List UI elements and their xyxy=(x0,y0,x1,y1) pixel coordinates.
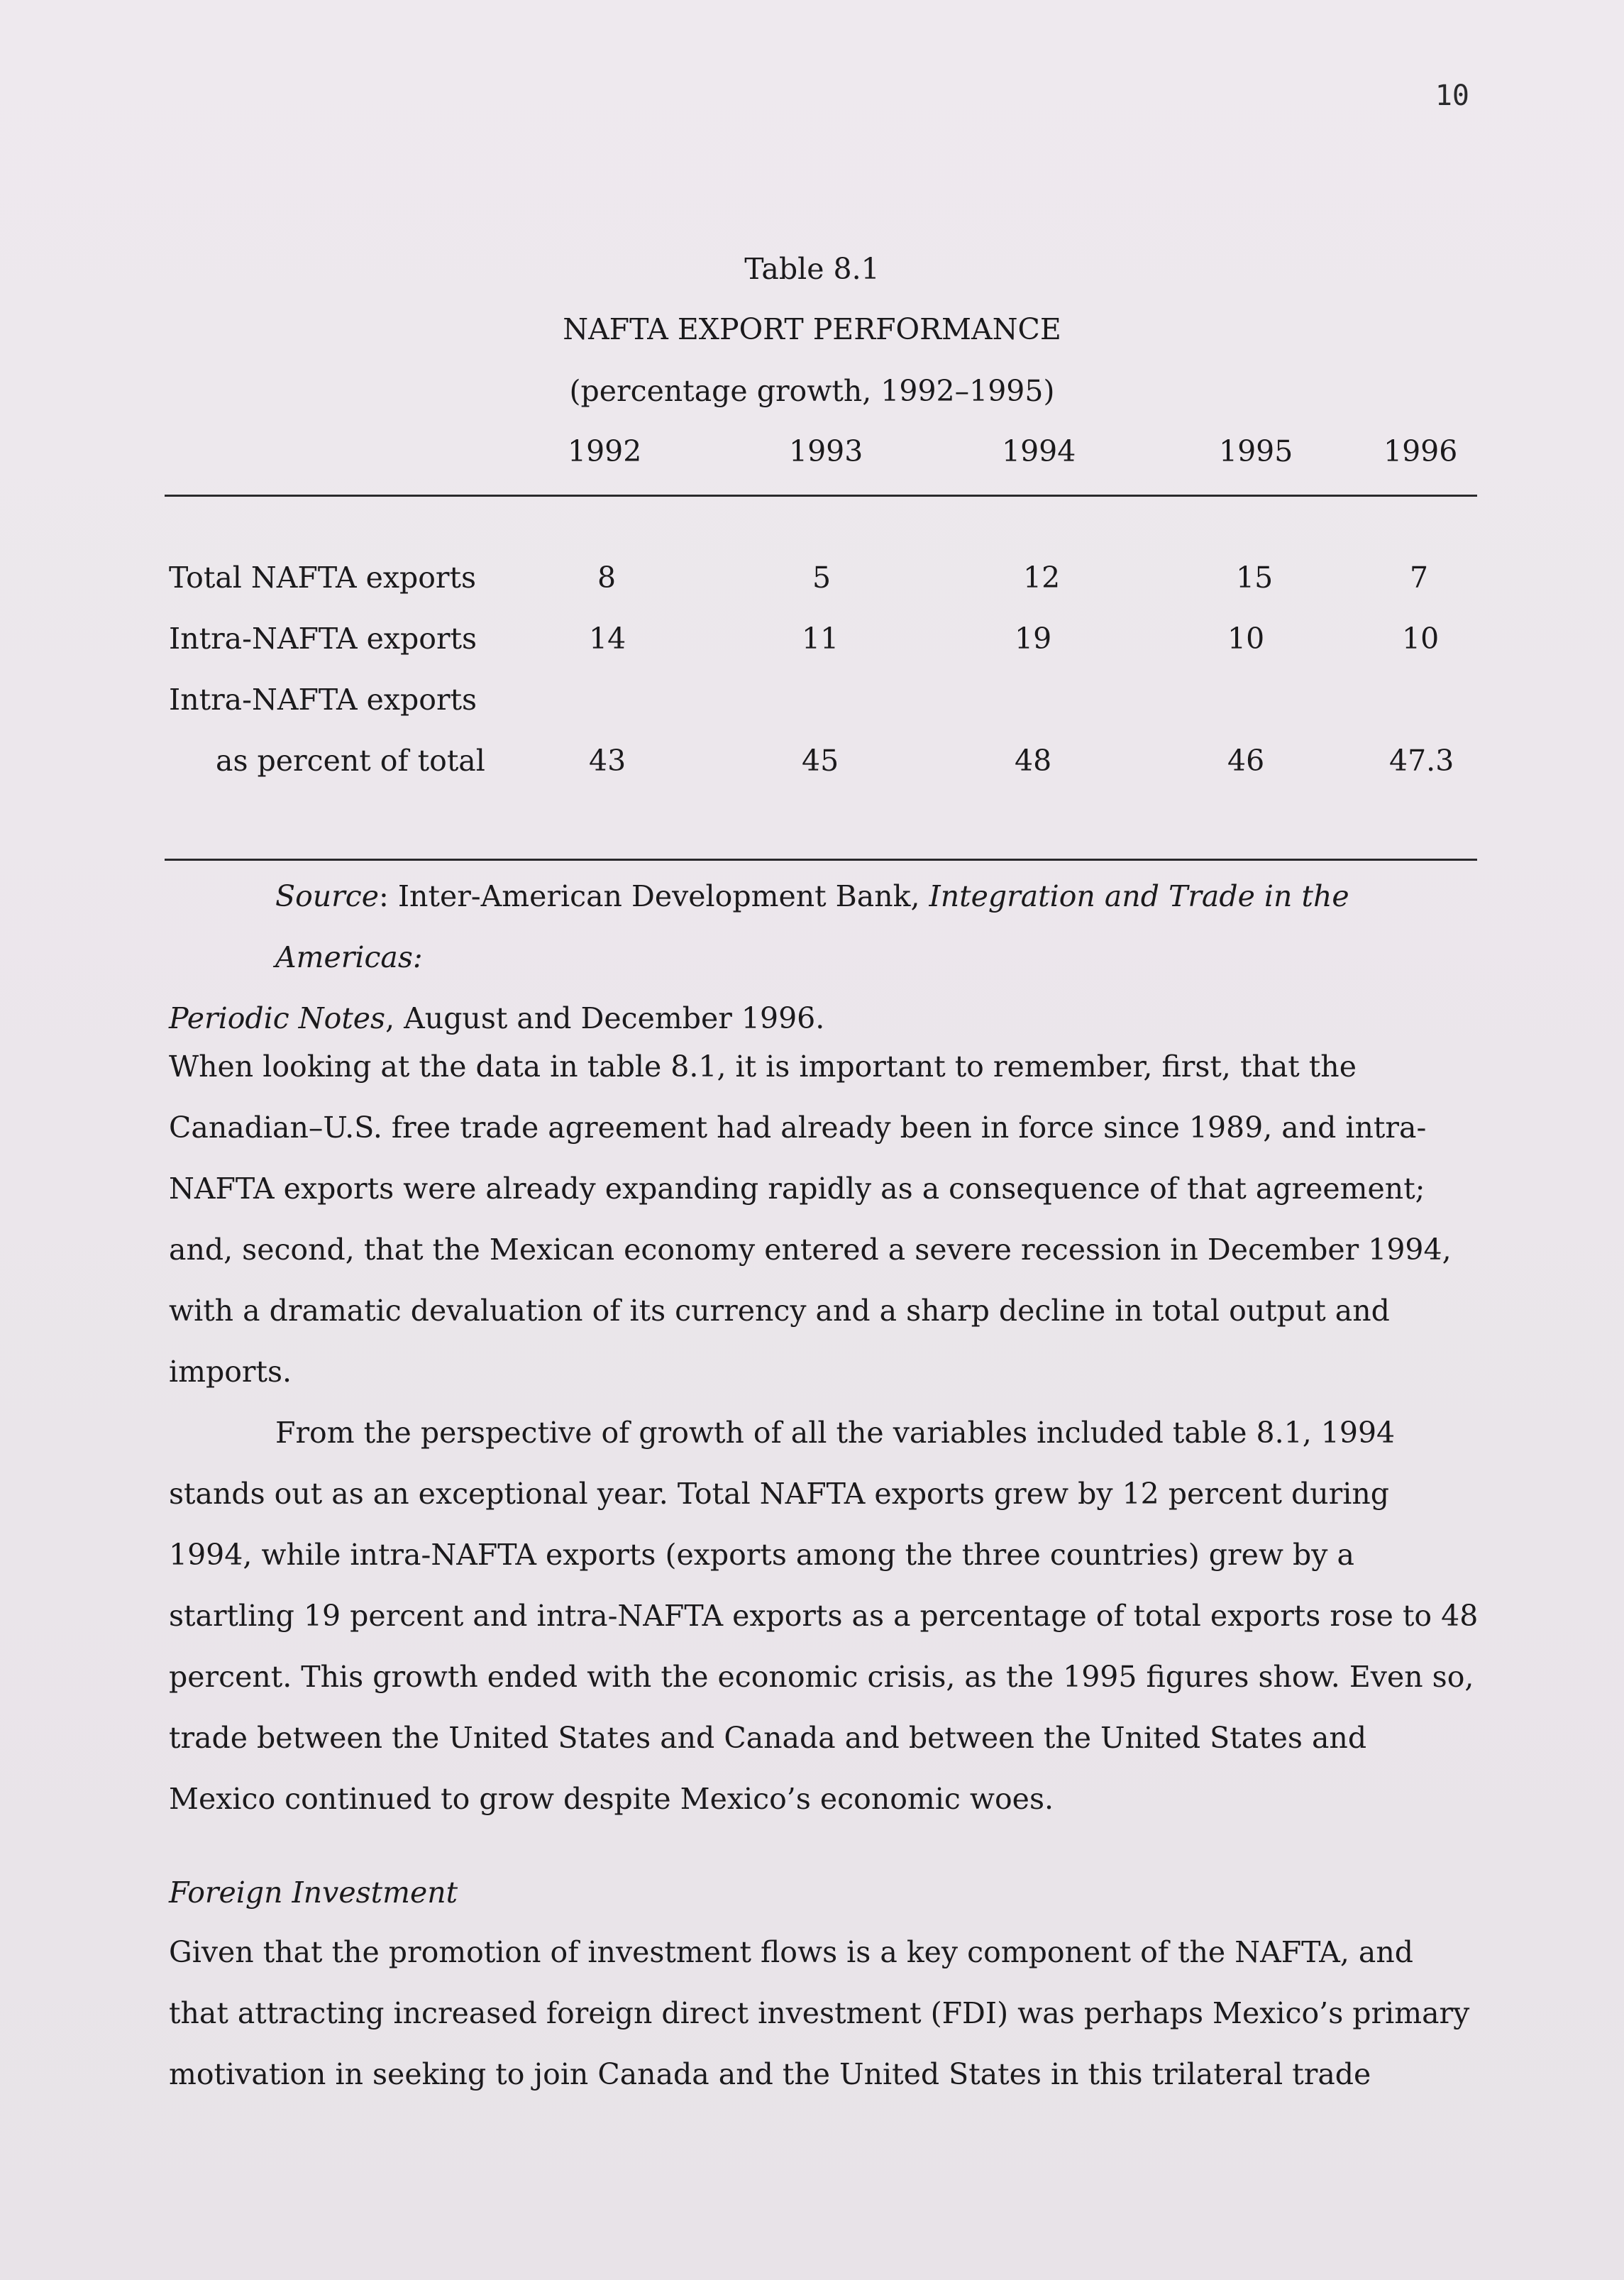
year-header: 1995 xyxy=(1219,434,1293,468)
table-cell: 43 xyxy=(589,744,626,778)
paragraph-3: Given that the promotion of investment flows is a key component of the NAFTA, and that attracting increased foreign direct investment (FDI) was perhaps Mexico’s primary motivation in seeking to join Canada and the United States in this trilateral trade xyxy=(169,1935,1470,2091)
table-subtitle: (percentage growth, 1992–1995) xyxy=(569,374,1055,408)
body-paragraph xyxy=(169,1036,1481,1829)
table-cell: 15 xyxy=(1236,561,1274,595)
section-heading: Foreign Investment xyxy=(169,1876,458,1910)
table-title: NAFTA EXPORT PERFORMANCE xyxy=(563,312,1061,346)
table-cell: 7 xyxy=(1410,561,1429,595)
source-dates: , August and December 1996. xyxy=(385,1001,825,1035)
body-paragraph xyxy=(169,1922,1481,2105)
paragraph-1: When looking at the data in table 8.1, it is important to remember, first, that the Canadian–U.S. free trade agreement had already been in force since 1989, and intra-NAFTA exports were already expanding rapidly as a consequence of that agreement; and, second, that the Mexican economy entered a severe recession in December 1994, with a dramatic devaluation of its currency and a sharp decline in total output and imports. xyxy=(169,1050,1452,1389)
row-label: Intra-NAFTA exports xyxy=(169,683,477,717)
row-label: Intra-NAFTA exports xyxy=(169,622,477,656)
source-publication-cont: Periodic Notes xyxy=(169,1001,386,1035)
row-label: as percent of total xyxy=(216,744,485,778)
table-source-note xyxy=(169,866,1481,1049)
table-cell: 10 xyxy=(1227,622,1265,656)
table-cell: 12 xyxy=(1023,561,1061,595)
table-cell: 8 xyxy=(597,561,617,595)
table-cell: 48 xyxy=(1015,744,1052,778)
table-cell: 11 xyxy=(802,622,839,656)
year-header: 1992 xyxy=(568,434,642,468)
source-publication: Integration and Trade in the Americas: xyxy=(275,879,1349,974)
table-top-rule xyxy=(165,495,1477,497)
table-cell: 14 xyxy=(589,622,626,656)
table-cell: 10 xyxy=(1402,622,1440,656)
table-cell: 19 xyxy=(1015,622,1052,656)
table-label: Table 8.1 xyxy=(744,252,880,286)
table-bottom-rule xyxy=(165,859,1477,861)
row-label: Total NAFTA exports xyxy=(169,561,477,595)
page-number: 10 xyxy=(1435,79,1469,112)
table-cell: 46 xyxy=(1227,744,1265,778)
year-header: 1993 xyxy=(789,434,863,468)
paragraph-2: From the perspective of growth of all the variables included table 8.1, 1994 stands out as an exceptional year. Total NAFTA exports grew by 12 percent during 1994, while intra-NAFTA exports (exports among the three countries) grew by a startling 19 percent and intra-NAFTA exports as a percentage of total exports rose to 48 percent. This growth ended with the economic crisis, as the 1995 figures show. Even so, trade between the United States and Canada and between the United States and Mexico continued to grow despite Mexico’s economic woes. xyxy=(169,1416,1479,1816)
source-prefix: Source xyxy=(275,879,380,913)
year-header: 1994 xyxy=(1002,434,1076,468)
table-cell: 5 xyxy=(812,561,832,595)
year-header: 1996 xyxy=(1383,434,1458,468)
source-text: : Inter-American Development Bank, xyxy=(379,879,929,913)
table-cell: 47.3 xyxy=(1389,744,1454,778)
table-cell: 45 xyxy=(802,744,839,778)
